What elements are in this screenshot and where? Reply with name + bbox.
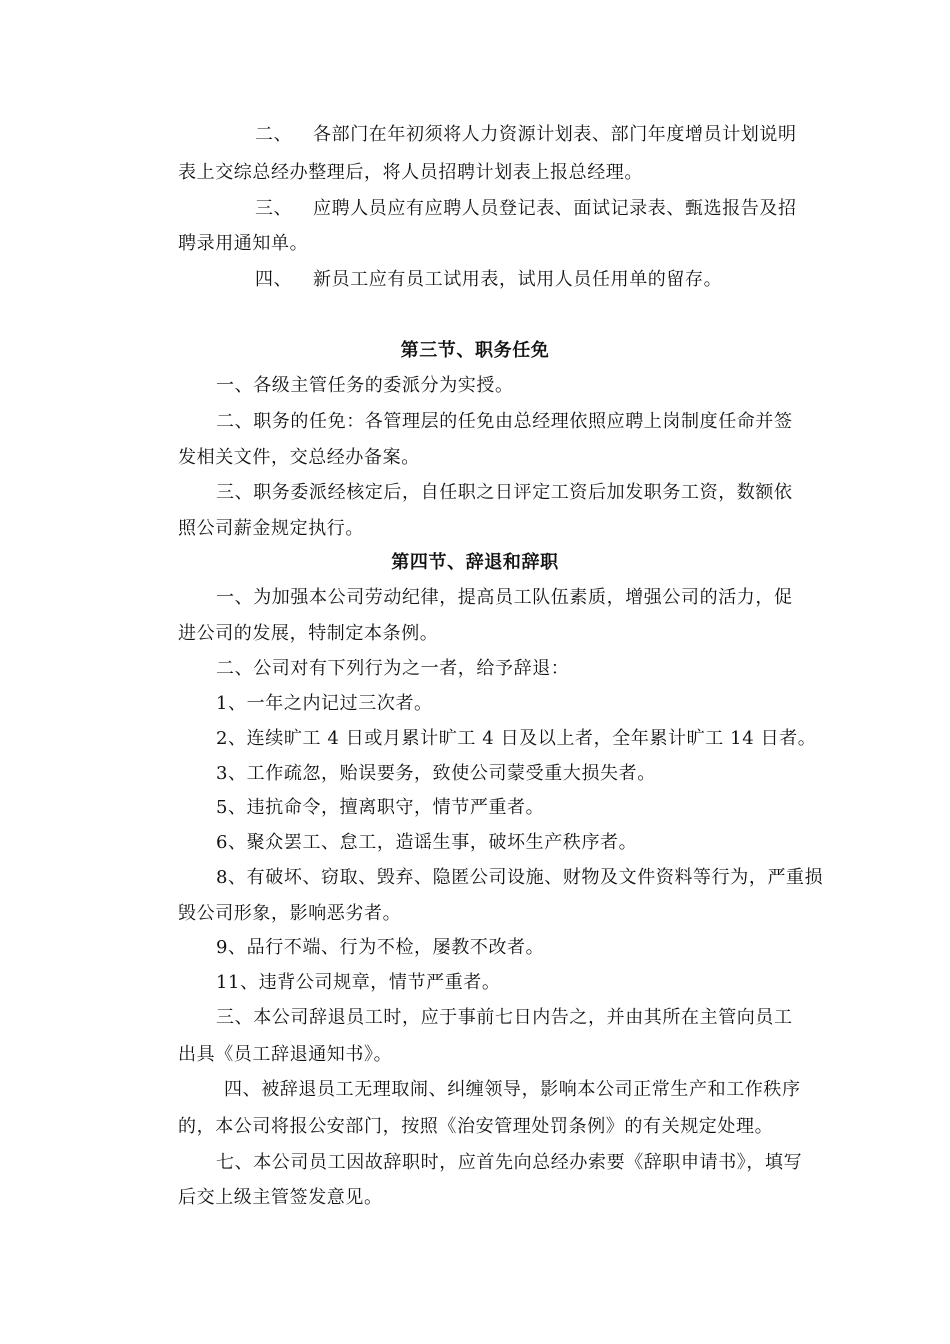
paragraph-text: 后交上级主管签发意见。 — [178, 1187, 383, 1208]
paragraph-text: 三、职务委派经核定后，自任职之日评定工资后加发职务工资，数额依 — [216, 482, 793, 503]
paragraph-text: 3、工作疏忽，贻误要务，致使公司蒙受重大损失者。 — [216, 763, 656, 784]
paragraph-text: 5、违抗命令，擅离职守，情节严重者。 — [216, 797, 545, 818]
paragraph-text: 毁公司形象，影响恶劣者。 — [178, 903, 402, 924]
paragraph-text: 2、连续旷工 4 日或月累计旷工 4 日及以上者，全年累计旷工 14 日者。 — [216, 728, 817, 749]
paragraph-text: 8、有破坏、窃取、毁弃、隐匿公司设施、财物及文件资料等行为，严重损 — [216, 867, 824, 888]
list-item-number: 三、 — [255, 198, 293, 219]
list-item-number: 四、 — [255, 269, 293, 290]
list-item-text: 各部门在年初须将人力资源计划表、部门年度增员计划说明 — [313, 124, 797, 145]
paragraph-text: 二、职务的任免：各管理层的任免由总经理依照应聘上岗制度任命并签 — [216, 411, 793, 432]
paragraph-text: 的，本公司将报公安部门，按照《治安管理处罚条例》的有关规定处理。 — [178, 1116, 774, 1137]
paragraph-text: 进公司的发展，特制定本条例。 — [178, 623, 439, 644]
paragraph-text: 发相关文件，交总经办备案。 — [178, 447, 420, 468]
list-item-text: 应聘人员应有应聘人员登记表、面试记录表、甄选报告及招 — [313, 198, 797, 219]
paragraph-text: 6、聚众罢工、怠工，造谣生事，破坏生产秩序者。 — [216, 832, 638, 853]
paragraph-text: 四、被辞退员工无理取闹、纠缠领导，影响本公司正常生产和工作秩序 — [224, 1079, 801, 1100]
section-heading: 第四节、辞退和辞职 — [391, 552, 559, 573]
paragraph-text: 11、违背公司规章，情节严重者。 — [216, 972, 501, 993]
list-item-text: 聘录用通知单。 — [178, 233, 309, 254]
list-item-text: 新员工应有员工试用表，试用人员任用单的留存。 — [313, 269, 723, 290]
paragraph-text: 一、各级主管任务的委派分为实授。 — [216, 375, 514, 396]
list-item-number: 二、 — [255, 124, 293, 145]
section-heading: 第三节、职务任免 — [400, 340, 550, 361]
list-item-text: 表上交综总经办整理后，将人员招聘计划表上报总经理。 — [178, 162, 643, 183]
paragraph-text: 9、品行不端、行为不检，屡教不改者。 — [216, 937, 545, 958]
paragraph-text: 1、一年之内记过三次者。 — [216, 693, 433, 714]
paragraph-text: 一、为加强本公司劳动纪律，提高员工队伍素质，增强公司的活力，促 — [216, 587, 793, 608]
paragraph-text: 三、本公司辞退员工时，应于事前七日内告之，并由其所在主管向员工 — [216, 1007, 793, 1028]
paragraph-text: 照公司薪金规定执行。 — [178, 518, 364, 539]
paragraph-text: 七、本公司员工因故辞职时，应首先向总经办索要《辞职申请书》，填写 — [216, 1152, 803, 1173]
paragraph-text: 出具《员工辞退通知书》。 — [178, 1044, 393, 1065]
paragraph-text: 二、公司对有下列行为之一者，给予辞退： — [216, 658, 570, 679]
